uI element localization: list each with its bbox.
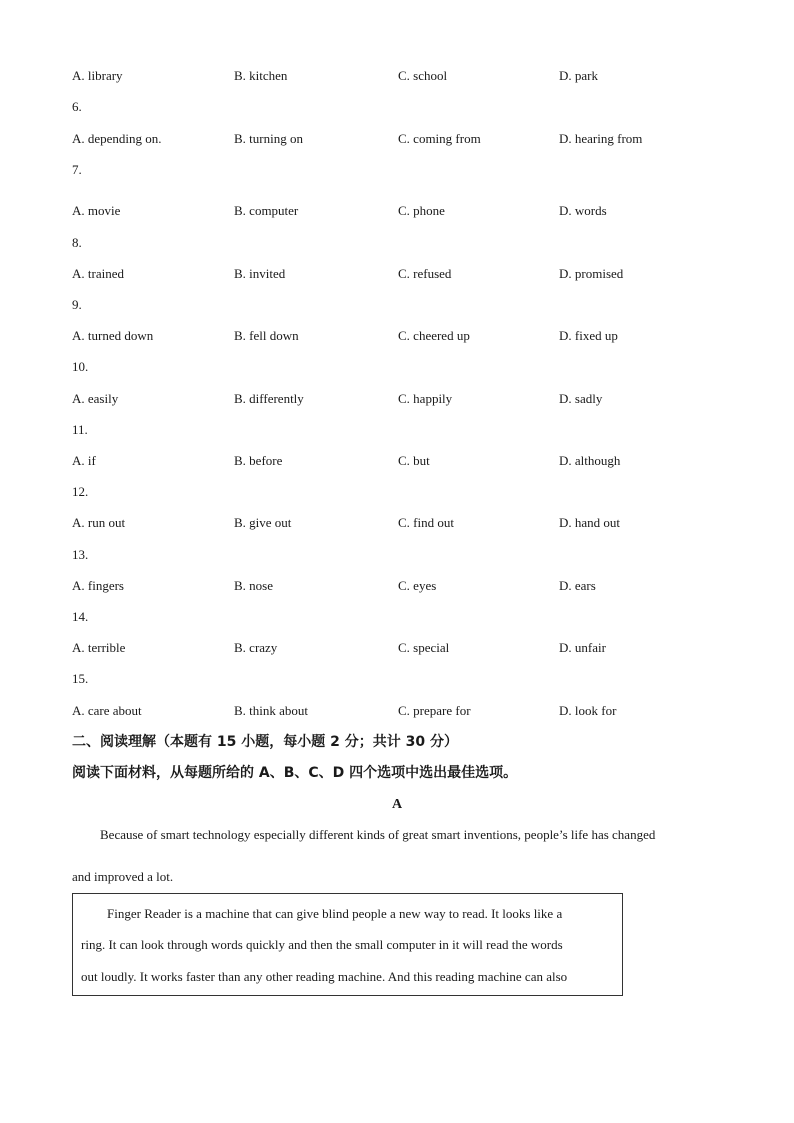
q15-options <box>0 701 794 721</box>
q8-option-a[interactable]: A. trained <box>72 266 124 281</box>
q10-option-d[interactable]: D. sadly <box>559 391 603 406</box>
q12-number: 12. <box>72 484 89 499</box>
q7-number: 7. <box>72 162 82 177</box>
q11-option-b[interactable]: B. before <box>234 453 283 468</box>
q5-options <box>0 66 794 86</box>
q13-options <box>0 576 794 596</box>
q8-option-c[interactable]: C. refused <box>398 266 452 281</box>
q14-option-c[interactable]: C. special <box>398 640 450 655</box>
box-line-2: ring. It can look through words quickly and then the small computer in it will read the words <box>81 937 563 952</box>
q6-number: 6. <box>72 99 82 114</box>
q12-options <box>0 513 794 533</box>
section-instruction: 阅读下面材料，从每题所给的 A、B、C、D 四个选项中选出最佳选项。 <box>72 765 518 781</box>
q14-option-d[interactable]: D. unfair <box>559 640 606 655</box>
q8-option-d[interactable]: D. promised <box>559 266 624 281</box>
q6-options <box>0 129 794 149</box>
q10-option-a[interactable]: A. easily <box>72 391 119 406</box>
q15-option-c[interactable]: C. prepare for <box>398 703 471 718</box>
q8-number: 8. <box>72 235 82 250</box>
q11-option-c[interactable]: C. but <box>398 453 430 468</box>
q9-option-b[interactable]: B. fell down <box>234 328 299 343</box>
q15-option-a[interactable]: A. care about <box>72 703 142 718</box>
q14-option-b[interactable]: B. crazy <box>234 640 278 655</box>
passage-text-box <box>72 893 623 996</box>
q15-option-d[interactable]: D. look for <box>559 703 617 718</box>
q12-option-c[interactable]: C. find out <box>398 515 454 530</box>
q12-option-d[interactable]: D. hand out <box>559 515 621 530</box>
q14-number: 14. <box>72 609 89 624</box>
box-line-3: out loudly. It works faster than any other reading machine. And this reading machine can also <box>81 969 568 984</box>
q5-option-c[interactable]: C. school <box>398 68 448 83</box>
q10-option-b[interactable]: B. differently <box>234 391 304 406</box>
q12-option-b[interactable]: B. give out <box>234 515 292 530</box>
q13-option-b[interactable]: B. nose <box>234 578 273 593</box>
q5-option-d[interactable]: D. park <box>559 68 598 83</box>
q11-option-a[interactable]: A. if <box>72 453 96 468</box>
box-line-1: Finger Reader is a machine that can give blind people a new way to read. It looks like a <box>107 906 563 921</box>
q15-number: 15. <box>72 671 89 686</box>
q9-option-c[interactable]: C. cheered up <box>398 328 470 343</box>
passage-intro-line-2: and improved a lot. <box>72 869 174 884</box>
q6-option-b[interactable]: B. turning on <box>234 131 303 146</box>
q14-options <box>0 638 794 658</box>
q9-option-a[interactable]: A. turned down <box>72 328 154 343</box>
q7-option-d[interactable]: D. words <box>559 203 607 218</box>
q5-option-a[interactable]: A. library <box>72 68 123 83</box>
q13-option-a[interactable]: A. fingers <box>72 578 124 593</box>
q13-number: 13. <box>72 547 89 562</box>
q13-option-c[interactable]: C. eyes <box>398 578 437 593</box>
q5-option-b[interactable]: B. kitchen <box>234 68 288 83</box>
section-title: 二、阅读理解（本题有 15 小题，每小题 2 分；共计 30 分） <box>72 734 458 750</box>
q15-option-b[interactable]: B. think about <box>234 703 309 718</box>
q9-option-d[interactable]: D. fixed up <box>559 328 618 343</box>
q7-options <box>0 201 794 221</box>
q9-options <box>0 326 794 346</box>
q6-option-d[interactable]: D. hearing from <box>559 131 643 146</box>
q13-option-d[interactable]: D. ears <box>559 578 596 593</box>
passage-label: A <box>391 797 403 812</box>
q7-option-c[interactable]: C. phone <box>398 203 445 218</box>
q10-number: 10. <box>72 359 89 374</box>
q11-options <box>0 451 794 471</box>
q7-option-b[interactable]: B. computer <box>234 203 299 218</box>
q12-option-a[interactable]: A. run out <box>72 515 126 530</box>
q10-options <box>0 389 794 409</box>
q14-option-a[interactable]: A. terrible <box>72 640 126 655</box>
passage-intro-line-1: Because of smart technology especially different kinds of great smart inventions, people’s life has changed <box>100 827 656 842</box>
q8-option-b[interactable]: B. invited <box>234 266 286 281</box>
q11-number: 11. <box>72 422 88 437</box>
q11-option-d[interactable]: D. although <box>559 453 621 468</box>
q6-option-c[interactable]: C. coming from <box>398 131 481 146</box>
q8-options <box>0 264 794 284</box>
q10-option-c[interactable]: C. happily <box>398 391 453 406</box>
q9-number: 9. <box>72 297 82 312</box>
q6-option-a[interactable]: A. depending on. <box>72 131 162 146</box>
q7-option-a[interactable]: A. movie <box>72 203 121 218</box>
